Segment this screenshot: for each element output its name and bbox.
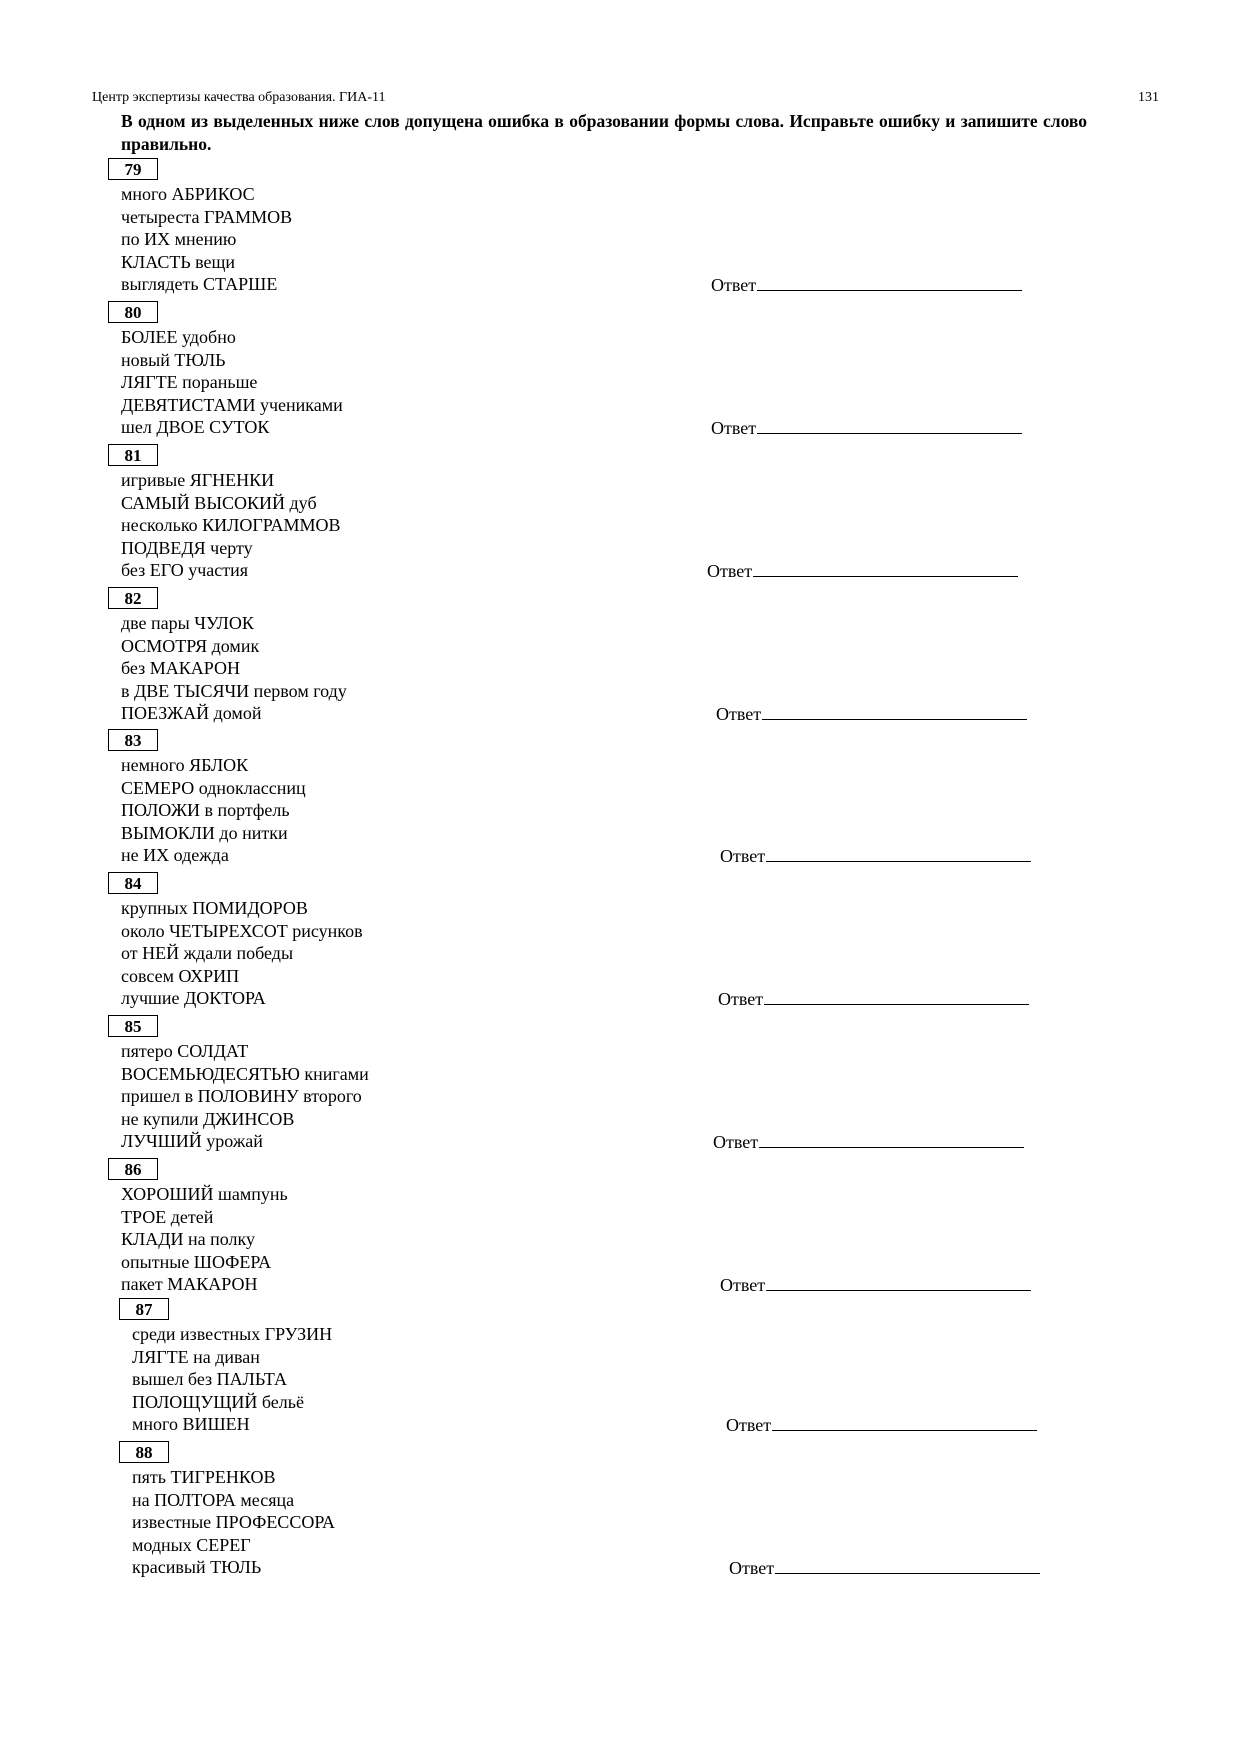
word-item: среди известных ГРУЗИН (132, 1324, 333, 1344)
answer-line[interactable] (759, 1130, 1024, 1148)
word-item: игривые ЯГНЕНКИ (121, 470, 275, 490)
word-item: СЕМЕРО одноклассниц (121, 777, 306, 798)
word-list (121, 1040, 369, 1153)
word-item: по ИХ мнению (121, 229, 237, 249)
word-item: ДЕВЯТИСТАМИ учениками (121, 394, 343, 415)
word-item: около ЧЕТЫРЕХСОТ рисунков (121, 920, 363, 941)
answer-line[interactable] (772, 1413, 1037, 1431)
answer-label: Ответ (729, 1558, 775, 1578)
word-item: две пары ЧУЛОК (121, 613, 254, 633)
answer-line[interactable] (766, 1273, 1031, 1291)
word-item: новый ТЮЛЬ (121, 349, 226, 370)
word-list (121, 326, 343, 439)
word-item: ЛЯГТЕ на диван (132, 1346, 260, 1367)
word-item: ВОСЕМЬЮДЕСЯТЬЮ книгами (121, 1063, 369, 1084)
word-list (121, 612, 347, 725)
word-item: ОСМОТРЯ домик (121, 635, 260, 656)
word-list (132, 1323, 332, 1436)
word-item: пакет МАКАРОН (121, 1274, 258, 1294)
word-item: БОЛЕЕ удобно (121, 327, 236, 347)
word-list (121, 754, 306, 867)
word-item: ХОРОШИЙ шампунь (121, 1184, 288, 1204)
answer-field[interactable] (711, 416, 1022, 439)
word-item: не купили ДЖИНСОВ (121, 1108, 295, 1129)
answer-field[interactable] (711, 273, 1022, 296)
word-list (121, 897, 363, 1010)
answer-field[interactable] (718, 987, 1029, 1010)
answer-field[interactable] (713, 1130, 1024, 1153)
answer-field[interactable] (726, 1413, 1037, 1436)
task-number-box: 87 (119, 1298, 169, 1320)
task-number-box: 79 (108, 158, 158, 180)
word-item: вышел без ПАЛЬТА (132, 1369, 287, 1389)
answer-label: Ответ (713, 1132, 759, 1152)
word-item: лучшие ДОКТОРА (121, 988, 266, 1008)
task-number-box: 84 (108, 872, 158, 894)
word-list (121, 1183, 288, 1296)
page-number: 131 (1138, 90, 1159, 105)
word-item: много АБРИКОС (121, 184, 255, 204)
word-item: ПОЛОЩУЩИЙ бельё (132, 1391, 304, 1412)
word-item: совсем ОХРИП (121, 965, 240, 986)
word-item: ЛУЧШИЙ урожай (121, 1131, 263, 1151)
answer-line[interactable] (757, 273, 1022, 291)
word-item: известные ПРОФЕССОРА (132, 1512, 336, 1532)
word-item: шел ДВОЕ СУТОК (121, 417, 270, 437)
word-item: САМЫЙ ВЫСОКИЙ дуб (121, 492, 317, 513)
word-item: опытные ШОФЕРА (121, 1251, 272, 1272)
answer-line[interactable] (775, 1556, 1040, 1574)
word-item: ЛЯГТЕ пораньше (121, 372, 258, 392)
answer-field[interactable] (720, 844, 1031, 867)
answer-label: Ответ (707, 561, 753, 581)
word-item: четыреста ГРАММОВ (121, 206, 293, 227)
word-item: ВЫМОКЛИ до нитки (121, 822, 288, 843)
word-item: пять ТИГРЕНКОВ (132, 1467, 276, 1487)
answer-field[interactable] (729, 1556, 1040, 1579)
answer-line[interactable] (762, 702, 1027, 720)
word-list (121, 469, 341, 582)
task-number-box: 86 (108, 1158, 158, 1180)
word-item: в ДВЕ ТЫСЯЧИ первом году (121, 680, 347, 701)
word-item: на ПОЛТОРА месяца (132, 1489, 295, 1510)
word-item: без ЕГО участия (121, 560, 249, 580)
word-list (132, 1466, 335, 1579)
word-item: крупных ПОМИДОРОВ (121, 898, 308, 918)
answer-field[interactable] (716, 702, 1027, 725)
task-number-box: 82 (108, 587, 158, 609)
task-number-box: 83 (108, 729, 158, 751)
word-item: не ИХ одежда (121, 845, 229, 865)
task-number-box: 85 (108, 1015, 158, 1037)
task-number-box: 81 (108, 444, 158, 466)
word-item: КЛАДИ на полку (121, 1229, 255, 1249)
answer-field[interactable] (720, 1273, 1031, 1296)
task-number-box: 88 (119, 1441, 169, 1463)
task-number-box: 80 (108, 301, 158, 323)
word-item: ПОДВЕДЯ черту (121, 537, 253, 558)
word-item: ПОЕЗЖАЙ домой (121, 703, 262, 723)
answer-label: Ответ (726, 1415, 772, 1435)
answer-label: Ответ (711, 275, 757, 295)
answer-label: Ответ (718, 989, 764, 1009)
answer-label: Ответ (720, 1275, 766, 1295)
word-list (121, 183, 292, 296)
word-item: ТРОЕ детей (121, 1206, 214, 1227)
word-item: пятеро СОЛДАТ (121, 1041, 249, 1061)
word-item: красивый ТЮЛЬ (132, 1557, 262, 1577)
answer-label: Ответ (711, 418, 757, 438)
word-item: много ВИШЕН (132, 1414, 250, 1434)
document-header: Центр экспертизы качества образования. ГИА-11 (92, 90, 386, 105)
answer-label: Ответ (716, 704, 762, 724)
word-item: без МАКАРОН (121, 658, 240, 678)
word-item: модных СЕРЕГ (132, 1534, 251, 1555)
answer-label: Ответ (720, 846, 766, 866)
word-item: немного ЯБЛОК (121, 755, 249, 775)
word-item: несколько КИЛОГРАММОВ (121, 515, 341, 535)
answer-line[interactable] (764, 987, 1029, 1005)
word-item: от НЕЙ ждали победы (121, 943, 294, 963)
word-item: ПОЛОЖИ в портфель (121, 800, 290, 820)
word-item: пришел в ПОЛОВИНУ второго (121, 1086, 362, 1106)
answer-field[interactable] (707, 559, 1018, 582)
answer-line[interactable] (753, 559, 1018, 577)
answer-line[interactable] (757, 416, 1022, 434)
word-item: КЛАСТЬ вещи (121, 251, 236, 272)
word-item: выглядеть СТАРШЕ (121, 274, 278, 294)
task-instruction: В одном из выделенных ниже слов допущена ошибка в образовании формы слова. Исправьте ошибку и запишите слово правильно. (121, 111, 1087, 154)
answer-line[interactable] (766, 844, 1031, 862)
